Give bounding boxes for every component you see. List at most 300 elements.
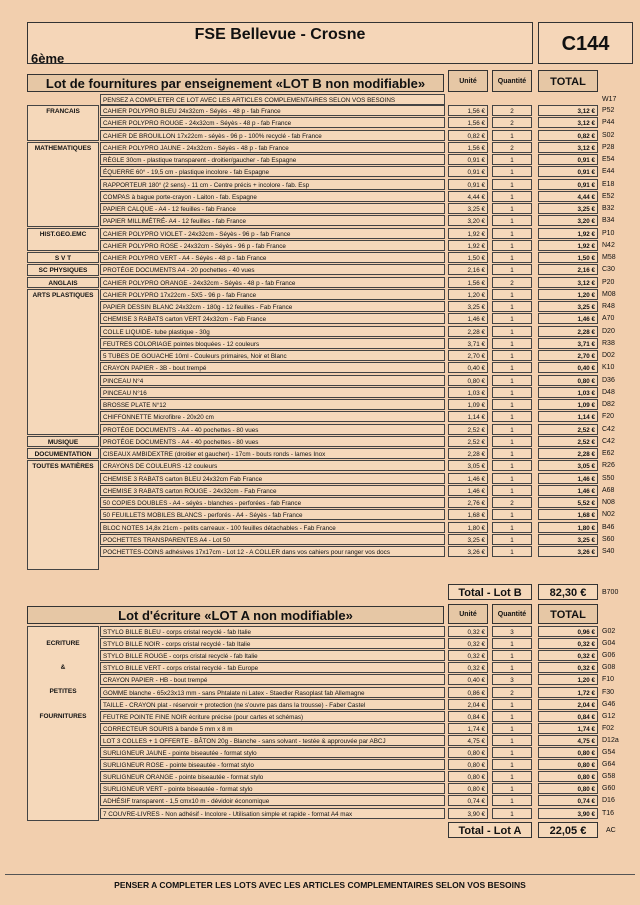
item-quantity: 1: [492, 436, 532, 447]
item-unit-price: 0,86 €: [448, 687, 488, 698]
item-code: D48: [602, 388, 615, 396]
item-total: 1,20 €: [538, 674, 598, 685]
item-description: SURLIGNEUR JAUNE - pointe biseautée - format stylo: [100, 747, 445, 758]
item-total: 3,90 €: [538, 808, 598, 819]
item-code: P52: [602, 107, 615, 114]
item-code: P44: [602, 119, 615, 127]
item-code: E44: [602, 168, 615, 176]
table-row: [0, 650, 640, 661]
category-label: SC PHYSIQUES: [27, 264, 99, 275]
item-unit-price: 1,50 €: [448, 252, 488, 263]
item-unit-price: 1,56 €: [448, 277, 488, 288]
item-unit-price: 1,09 €: [448, 399, 488, 410]
item-code: R26: [602, 462, 615, 470]
item-code: S40: [602, 548, 615, 555]
lot-b-total-code: B700: [602, 589, 619, 596]
lot-a-title: Lot d'écriture «LOT A non modifiable»: [27, 606, 444, 624]
item-description: CHIFFONNETTE Microfibre - 20x20 cm: [100, 411, 445, 422]
item-description: PROTÉGE DOCUMENTS - A4 - 40 pochettes - 80 vues: [100, 424, 445, 435]
item-quantity: 1: [492, 362, 532, 373]
lot-b-note-row: [100, 94, 445, 105]
lot-a-cat-0: ECRITURE: [46, 640, 80, 647]
category-label: DOCUMENTATION: [27, 448, 99, 459]
item-unit-price: 1,92 €: [448, 240, 488, 251]
item-quantity: 1: [492, 203, 532, 214]
item-code: G02: [602, 628, 616, 635]
item-code: D82: [602, 401, 615, 408]
item-unit-price: 1,56 €: [448, 142, 488, 153]
table-row: [0, 795, 640, 806]
table-row: [0, 747, 640, 758]
category-label: ANGLAIS: [27, 277, 99, 288]
list-code: C144: [538, 22, 633, 64]
item-quantity: 1: [492, 375, 532, 386]
item-quantity: 1: [492, 166, 532, 177]
item-total: 1,74 €: [538, 723, 598, 734]
item-description: SURLIGNEUR ORANGE - pointe biseautée - format stylo: [100, 771, 445, 782]
lot-a-col-total: TOTAL: [538, 604, 598, 624]
item-unit-price: 1,14 €: [448, 411, 488, 422]
item-unit-price: 1,56 €: [448, 105, 488, 116]
item-description: POCHETTES-COINS adhésives 17x17cm - Lot 12 - A COLLER dans vos cahiers pour ranger vos docs: [100, 546, 445, 557]
lot-b-col-qty: Quantité: [492, 70, 532, 92]
item-quantity: 1: [492, 326, 532, 337]
item-description: FEUTRES COLORIAGE pointes bloquées - 12 couleurs: [100, 338, 445, 349]
item-code: F10: [602, 676, 615, 684]
item-quantity: 1: [492, 130, 532, 141]
item-total: 1,46 €: [538, 485, 598, 496]
item-quantity: 1: [492, 808, 532, 819]
item-code: G60: [602, 785, 616, 793]
item-description: PINCEAU N°4: [100, 375, 445, 386]
item-code: G54: [602, 749, 616, 756]
header-box: [27, 22, 533, 64]
item-description: CAHIER POLYPRO ROUGE - 24x32cm - Séyès - 48 p - fab France: [100, 117, 445, 128]
item-description: CAHIER DE BROUILLON 17x22cm - séyès - 96 p - 100% recyclé - fab France: [100, 130, 445, 141]
category-label: S V T: [27, 252, 99, 263]
item-code: G64: [602, 761, 616, 769]
table-row: [0, 638, 640, 649]
item-description: STYLO BILLE NOIR - corps cristal recyclé - fab Italie: [100, 638, 445, 649]
item-description: CAHIER POLYPRO ROSE - 24x32cm - Séyès - 96 p - fab France: [100, 240, 445, 251]
item-total: 4,44 €: [538, 191, 598, 202]
item-description: COMPAS à bague porte-crayon - Laiton - fab. Espagne: [100, 191, 445, 202]
table-row: [0, 735, 640, 746]
item-unit-price: 0,91 €: [448, 166, 488, 177]
item-total: 0,84 €: [538, 711, 598, 722]
item-total: 1,46 €: [538, 313, 598, 324]
item-code: M08: [602, 290, 616, 298]
item-total: 0,91 €: [538, 179, 598, 190]
item-code: M58: [602, 254, 616, 261]
item-unit-price: 0,80 €: [448, 759, 488, 770]
item-quantity: 1: [492, 509, 532, 520]
item-quantity: 1: [492, 154, 532, 165]
item-unit-price: 2,52 €: [448, 436, 488, 447]
item-unit-price: 0,40 €: [448, 362, 488, 373]
lot-b-col-total: TOTAL: [538, 70, 598, 92]
item-total: 3,26 €: [538, 546, 598, 557]
item-total: 0,80 €: [538, 747, 598, 758]
item-description: CAHIER POLYPRO VIOLET - 24x32cm - Séyès - 96 p - fab France: [100, 228, 445, 239]
item-quantity: 1: [492, 387, 532, 398]
item-description: PAPIER MILLIMÉTRÉ- A4 - 12 feuilles - fab France: [100, 215, 445, 226]
item-unit-price: 3,25 €: [448, 534, 488, 545]
lot-b-total-label: Total - Lot B: [448, 584, 532, 600]
item-description: CHEMISE 3 RABATS carton BLEU 24x32cm Fab France: [100, 473, 445, 484]
item-quantity: 2: [492, 117, 532, 128]
item-total: 1,80 €: [538, 522, 598, 533]
item-code: E54: [602, 156, 615, 163]
item-total: 2,28 €: [538, 326, 598, 337]
item-code: B34: [602, 217, 615, 225]
item-description: FEUTRE POINTE FINE NOIR écriture précise (pour cartes et schémas): [100, 711, 445, 722]
lot-a-cat-1: &: [60, 664, 66, 671]
item-total: 0,40 €: [538, 362, 598, 373]
item-unit-price: 2,28 €: [448, 326, 488, 337]
item-code: A70: [602, 315, 615, 323]
item-quantity: 1: [492, 301, 532, 312]
item-total: 1,68 €: [538, 509, 598, 520]
item-total: 1,50 €: [538, 252, 598, 263]
item-quantity: 2: [492, 497, 532, 508]
category-label: HIST.GEO.EMC: [27, 228, 99, 252]
item-unit-price: 3,05 €: [448, 460, 488, 471]
bottom-divider: [5, 874, 635, 875]
item-description: PROTÉGE DOCUMENTS A4 - 20 pochettes - 40 vues: [100, 264, 445, 275]
item-unit-price: 3,26 €: [448, 546, 488, 557]
item-total: 1,20 €: [538, 289, 598, 300]
item-unit-price: 0,84 €: [448, 711, 488, 722]
item-total: 3,25 €: [538, 301, 598, 312]
item-description: 50 FEUILLETS MOBILES BLANCS - perforés - A4 - Séyès - fab France: [100, 509, 445, 520]
lot-b-note: PENSEZ A COMPLETER CE LOT AVEC LES ARTICLES COMPLEMENTAIRES SELON VOS BESOINS: [100, 94, 445, 105]
item-total: 2,28 €: [538, 448, 598, 459]
item-unit-price: 3,90 €: [448, 808, 488, 819]
item-total: 0,80 €: [538, 783, 598, 794]
item-unit-price: 1,03 €: [448, 387, 488, 398]
lot-a-col-qty: Quantité: [492, 604, 532, 624]
item-unit-price: 1,20 €: [448, 289, 488, 300]
item-code: G58: [602, 773, 616, 781]
item-description: POCHETTES TRANSPARENTES A4 - Lot 50: [100, 534, 445, 545]
item-total: 1,14 €: [538, 411, 598, 422]
item-unit-price: 0,82 €: [448, 130, 488, 141]
item-total: 4,75 €: [538, 735, 598, 746]
item-unit-price: 0,91 €: [448, 154, 488, 165]
item-code: G04: [602, 640, 616, 648]
item-code: B32: [602, 205, 615, 212]
item-quantity: 1: [492, 460, 532, 471]
item-code: E18: [602, 180, 615, 188]
item-total: 1,92 €: [538, 240, 598, 251]
item-description: RÈGLE 30cm - plastique transparent - droitier/gaucher - fab Espagne: [100, 154, 445, 165]
item-description: CRAYON PAPIER - HB - bout trempé: [100, 674, 445, 685]
item-description: ADHÉSIF transparent - 1,5 cmx10 m - dévidoir économique: [100, 795, 445, 806]
item-unit-price: 2,70 €: [448, 350, 488, 361]
lot-a-cat-3: FOURNITURES: [39, 713, 87, 720]
item-total: 0,32 €: [538, 638, 598, 649]
item-quantity: 1: [492, 534, 532, 545]
item-code: A68: [602, 486, 615, 494]
item-total: 2,52 €: [538, 436, 598, 447]
item-unit-price: 2,76 €: [448, 497, 488, 508]
item-code: G46: [602, 700, 616, 708]
item-unit-price: 0,32 €: [448, 626, 488, 637]
table-row: [0, 699, 640, 710]
item-quantity: 1: [492, 485, 532, 496]
item-unit-price: 1,46 €: [448, 313, 488, 324]
item-total: 3,12 €: [538, 277, 598, 288]
item-total: 0,91 €: [538, 166, 598, 177]
item-code: P10: [602, 229, 615, 237]
table-row: [0, 687, 640, 698]
lot-b-title: Lot de fournitures par enseignement «LOT B non modifiable»: [27, 74, 444, 92]
item-description: CAHIER POLYPRO ORANGE - 24x32cm - Séyès - 48 p - fab France: [100, 277, 445, 288]
category-label: ARTS PLASTIQUES: [27, 289, 99, 435]
table-row: [0, 759, 640, 770]
item-total: 0,80 €: [538, 375, 598, 386]
item-code: P20: [602, 278, 615, 286]
item-code: P28: [602, 143, 615, 151]
item-code: S60: [602, 535, 615, 543]
table-row: [0, 771, 640, 782]
lot-a-col-unit: Unité: [448, 604, 488, 624]
item-quantity: 1: [492, 711, 532, 722]
item-total: 3,25 €: [538, 203, 598, 214]
item-code: N42: [602, 241, 615, 249]
lot-b-note-code: W17: [602, 96, 617, 103]
item-code: S02: [602, 131, 615, 139]
item-unit-price: 1,46 €: [448, 485, 488, 496]
item-code: S50: [602, 474, 615, 482]
item-description: PROTÉGE DOCUMENTS - A4 - 40 pochettes - 80 vues: [100, 436, 445, 447]
page-title: FSE Bellevue - Crosne: [194, 26, 366, 43]
item-quantity: 1: [492, 215, 532, 226]
item-unit-price: 0,80 €: [448, 783, 488, 794]
item-total: 0,82 €: [538, 130, 598, 141]
item-unit-price: 2,04 €: [448, 699, 488, 710]
item-code: R48: [602, 303, 615, 310]
item-code: R38: [602, 339, 615, 347]
item-total: 2,16 €: [538, 264, 598, 275]
item-description: ÉQUERRE 60° - 19,5 cm - plastique incolore - fab Espagne: [100, 166, 445, 177]
category-label: FRANCAIS: [27, 105, 99, 141]
item-unit-price: 0,40 €: [448, 674, 488, 685]
item-unit-price: 1,46 €: [448, 473, 488, 484]
item-unit-price: 0,32 €: [448, 650, 488, 661]
lot-b-total-value: 82,30 €: [538, 584, 598, 600]
item-unit-price: 0,80 €: [448, 375, 488, 386]
item-total: 3,12 €: [538, 142, 598, 153]
item-code: N08: [602, 499, 615, 506]
table-row: [0, 711, 640, 722]
item-code: C30: [602, 266, 615, 274]
item-quantity: 1: [492, 699, 532, 710]
item-total: 3,25 €: [538, 534, 598, 545]
item-quantity: 1: [492, 399, 532, 410]
item-description: PAPIER CALQUE - A4 - 12 feuilles - fab France: [100, 203, 445, 214]
lot-a-total-value: 22,05 €: [538, 822, 598, 838]
item-quantity: 1: [492, 522, 532, 533]
item-total: 5,52 €: [538, 497, 598, 508]
table-row: [0, 723, 640, 734]
item-total: 1,72 €: [538, 687, 598, 698]
item-description: LOT 3 COLLES + 1 OFFERTE - BÂTON 20g - Blanche - sans solvant - testée & approuvée par ABCJ: [100, 735, 445, 746]
item-description: GOMME blanche - 65x23x13 mm - sans Phtalate ni Latex - Staedler Rasoplast fab Allemagne: [100, 687, 445, 698]
item-code: F20: [602, 413, 615, 421]
item-total: 0,80 €: [538, 759, 598, 770]
item-total: 0,80 €: [538, 771, 598, 782]
item-quantity: 1: [492, 264, 532, 275]
item-code: D02: [602, 352, 615, 359]
item-code: C42: [602, 425, 615, 433]
item-total: 3,71 €: [538, 338, 598, 349]
category-label: MUSIQUE: [27, 436, 99, 447]
item-total: 3,12 €: [538, 105, 598, 116]
item-total: 1,09 €: [538, 399, 598, 410]
item-total: 3,05 €: [538, 460, 598, 471]
item-description: STYLO BILLE ROUGE - corps cristal recyclé - fab Italie: [100, 650, 445, 661]
item-unit-price: 4,75 €: [448, 735, 488, 746]
item-unit-price: 3,71 €: [448, 338, 488, 349]
item-description: 5 TUBES DE GOUACHE 10ml - Couleurs primaires, Noir et Blanc: [100, 350, 445, 361]
item-description: CAHIER POLYPRO BLEU 24x32cm - Séyès - 48 p - fab France: [100, 105, 445, 116]
item-code: T16: [602, 809, 615, 817]
item-code: E62: [602, 450, 615, 457]
item-unit-price: 1,80 €: [448, 522, 488, 533]
class-level: 6ème: [31, 51, 65, 66]
item-code: D12a: [602, 736, 619, 744]
item-total: 1,92 €: [538, 228, 598, 239]
item-description: BROSSE PLATE N°12: [100, 399, 445, 410]
item-quantity: 1: [492, 723, 532, 734]
item-code: D36: [602, 376, 615, 384]
item-total: 0,32 €: [538, 650, 598, 661]
item-code: E52: [602, 192, 615, 200]
item-unit-price: 2,16 €: [448, 264, 488, 275]
item-code: G12: [602, 712, 616, 720]
item-quantity: 1: [492, 771, 532, 782]
category-label: TOUTES MATIÈRES: [27, 460, 99, 569]
item-description: RAPPORTEUR 180° (2 sens) - 11 cm - Centre précis + incolore - fab. Esp: [100, 179, 445, 190]
item-quantity: 1: [492, 747, 532, 758]
lot-a-total-code: AC: [606, 827, 616, 834]
item-description: 7 COUVRE-LIVRES - Non adhésif - Incolore - Utilisation simple et rapide - format A4 max: [100, 808, 445, 819]
item-description: BLOC NOTES 14,8x 21cm - petits carreaux - 100 feuilles détachables - Fab France: [100, 522, 445, 533]
table-row: [0, 662, 640, 673]
item-unit-price: 0,32 €: [448, 638, 488, 649]
item-unit-price: 1,68 €: [448, 509, 488, 520]
item-unit-price: 0,80 €: [448, 747, 488, 758]
item-description: CAHIER POLYPRO 17x22cm - 5X5 - 96 p - fab France: [100, 289, 445, 300]
item-description: PINCEAU N°16: [100, 387, 445, 398]
item-quantity: 1: [492, 240, 532, 251]
item-quantity: 1: [492, 759, 532, 770]
item-description: PAPIER DESSIN BLANC 24x32cm - 180g - 12 feuilles - Fab France: [100, 301, 445, 312]
item-code: B46: [602, 523, 615, 531]
item-quantity: 1: [492, 448, 532, 459]
lot-a-total-label: Total - Lot A: [448, 822, 532, 838]
item-quantity: 1: [492, 338, 532, 349]
item-unit-price: 0,74 €: [448, 795, 488, 806]
item-quantity: 1: [492, 638, 532, 649]
item-code: G06: [602, 652, 616, 660]
table-row: [0, 674, 640, 685]
item-unit-price: 0,80 €: [448, 771, 488, 782]
item-unit-price: 3,20 €: [448, 215, 488, 226]
item-description: COLLE LIQUIDE- tube plastique - 30g: [100, 326, 445, 337]
item-unit-price: 4,44 €: [448, 191, 488, 202]
item-description: SURLIGNEUR VERT - pointe biseautée - format stylo: [100, 783, 445, 794]
item-unit-price: 1,74 €: [448, 723, 488, 734]
item-total: 0,32 €: [538, 662, 598, 673]
item-total: 0,91 €: [538, 154, 598, 165]
item-quantity: 1: [492, 252, 532, 263]
item-total: 3,20 €: [538, 215, 598, 226]
item-code: C42: [602, 437, 615, 445]
item-unit-price: 0,91 €: [448, 179, 488, 190]
item-quantity: 1: [492, 662, 532, 673]
item-description: CAHIER POLYPRO JAUNE - 24x32cm - Séyès - 48 p - fab France: [100, 142, 445, 153]
lot-a-cat-2: PETITES: [49, 688, 77, 695]
item-code: N02: [602, 511, 615, 519]
item-quantity: 2: [492, 105, 532, 116]
item-quantity: 1: [492, 546, 532, 557]
item-quantity: 2: [492, 687, 532, 698]
item-unit-price: 0,32 €: [448, 662, 488, 673]
lot-b-col-unit: Unité: [448, 70, 488, 92]
item-description: CRAYONS DE COULEURS -12 couleurs: [100, 460, 445, 471]
item-description: SURLIGNEUR ROSE - pointe biseautée - format stylo: [100, 759, 445, 770]
item-total: 1,46 €: [538, 473, 598, 484]
item-description: CRAYON PAPIER - 3B - bout trempé: [100, 362, 445, 373]
table-row: [0, 808, 640, 819]
item-quantity: 3: [492, 674, 532, 685]
item-description: CORRECTEUR SOURIS à bande 5 mm x 8 m: [100, 723, 445, 734]
item-quantity: 1: [492, 411, 532, 422]
item-description: CHEMISE 3 RABATS carton VERT 24x32cm - Fab France: [100, 313, 445, 324]
footer-note: PENSER A COMPLETER LES LOTS AVEC LES ARTICLES COMPLEMENTAIRES SELON VOS BESOINS: [114, 880, 526, 890]
item-quantity: 1: [492, 735, 532, 746]
item-code: D16: [602, 797, 615, 805]
item-unit-price: 2,28 €: [448, 448, 488, 459]
item-quantity: 1: [492, 313, 532, 324]
item-description: CHEMISE 3 RABATS carton ROUGE - 24x32cm - Fab France: [100, 485, 445, 496]
item-quantity: 1: [492, 191, 532, 202]
item-description: CISEAUX AMBIDEXTRE (droitier et gaucher) - 17cm - bouts ronds - lames Inox: [100, 448, 445, 459]
item-description: STYLO BILLE VERT - corps cristal recyclé - fab Europe: [100, 662, 445, 673]
item-total: 2,70 €: [538, 350, 598, 361]
item-code: K10: [602, 364, 615, 372]
item-quantity: 1: [492, 795, 532, 806]
item-total: 3,12 €: [538, 117, 598, 128]
item-code: G08: [602, 664, 616, 672]
item-quantity: 1: [492, 179, 532, 190]
table-row: [0, 626, 640, 637]
item-description: CAHIER POLYPRO VERT - A4 - Séyès - 48 p - fab France: [100, 252, 445, 263]
item-quantity: 2: [492, 277, 532, 288]
item-unit-price: 3,25 €: [448, 203, 488, 214]
item-quantity: 1: [492, 228, 532, 239]
item-code: D20: [602, 327, 615, 335]
item-unit-price: 1,56 €: [448, 117, 488, 128]
item-total: 1,03 €: [538, 387, 598, 398]
item-quantity: 3: [492, 626, 532, 637]
category-label: MATHEMATIQUES: [27, 142, 99, 227]
item-code: F30: [602, 688, 615, 696]
item-description: STYLO BILLE BLEU - corps cristal recyclé - fab Italie: [100, 626, 445, 637]
